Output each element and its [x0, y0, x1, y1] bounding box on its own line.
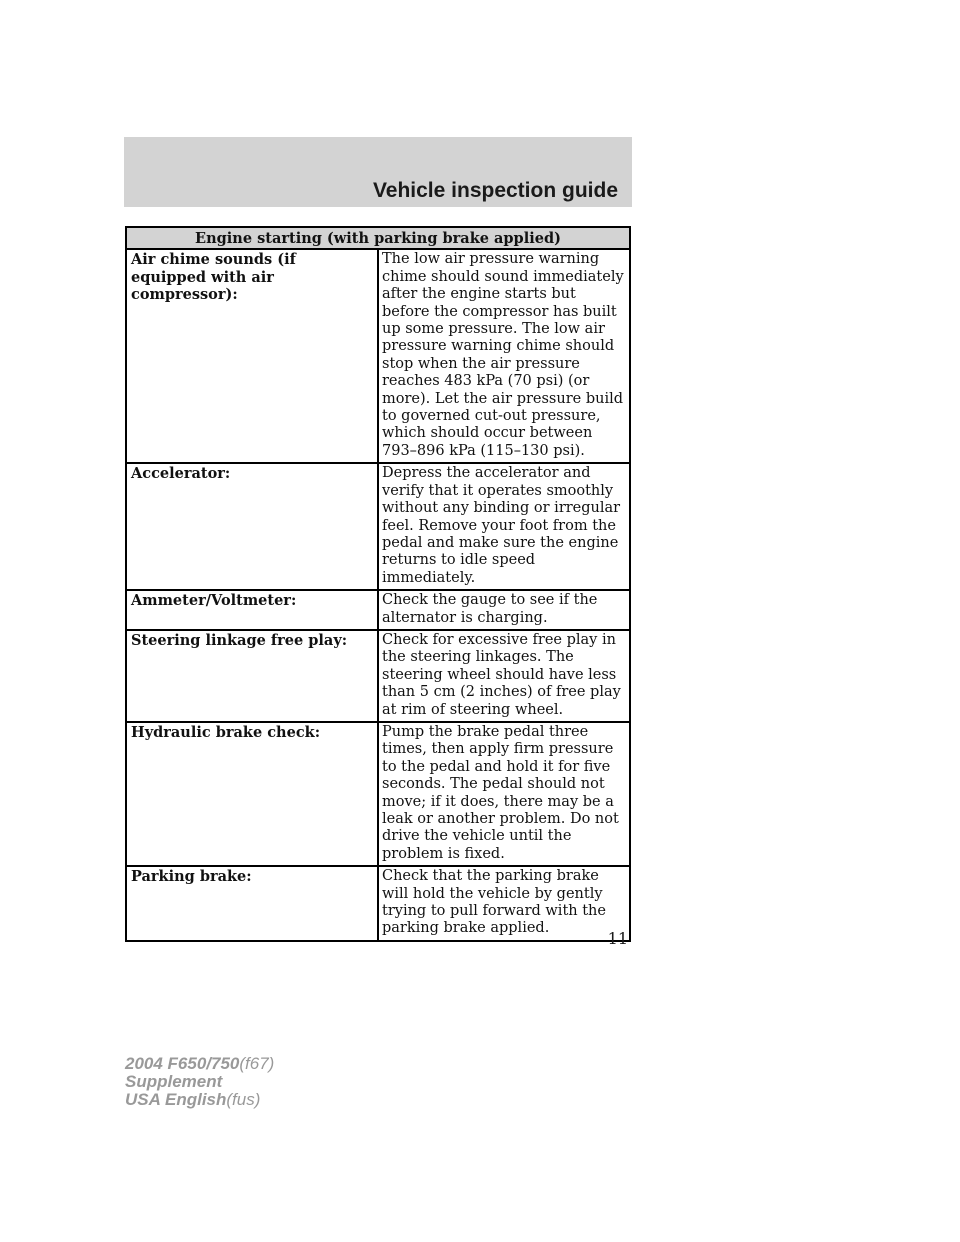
table-row [126, 249, 630, 463]
engine-starting-table [125, 226, 631, 942]
item-parking-brake: Parking brake: [126, 866, 378, 941]
item-description: Pump the brake pedal three times, then apply firm pressure to the pedal and hold it for five seconds. The pedal should not move; if it does, there may be a leak or another problem. Do not drive the vehicle until the problem is fixed. [378, 722, 630, 866]
table-row [126, 866, 630, 941]
item-description: Depress the accelerator and verify that it operates smoothly without any binding or irregular feel. Remove your foot from the pedal and make sure the engine returns to idle speed immediately. [378, 463, 630, 590]
footer-language-code: (fus) [226, 1090, 261, 1109]
item-description: Check the gauge to see if the alternator is charging. [378, 590, 630, 630]
footer-model: 2004 F650/750 [125, 1054, 240, 1073]
table-header-row [126, 227, 630, 249]
item-description: Check that the parking brake will hold the vehicle by gently trying to pull forward with the parking brake applied. [378, 866, 630, 941]
item-accelerator: Accelerator: [126, 463, 378, 590]
footer-language: USA English [125, 1090, 227, 1109]
footer-line-model [125, 1055, 274, 1073]
item-air-chime: Air chime sounds (if equipped with air compressor): [126, 249, 378, 463]
footer-supplement: Supplement [125, 1072, 223, 1091]
footer-line-language [125, 1091, 274, 1109]
table-title: Engine starting (with parking brake applied) [126, 227, 630, 249]
item-hydraulic-brake: Hydraulic brake check: [126, 722, 378, 866]
item-description: Check for excessive free play in the steering linkages. The steering wheel should have less than 5 cm (2 inches) of free play at rim of steering wheel. [378, 630, 630, 722]
document-footer [125, 1055, 274, 1109]
item-steering-linkage: Steering linkage free play: [126, 630, 378, 722]
table-row [126, 590, 630, 630]
footer-line-supplement [125, 1073, 274, 1091]
section-title: Vehicle inspection guide [372, 179, 618, 202]
page-number: 11 [607, 929, 628, 948]
footer-model-code: (f67) [239, 1054, 275, 1073]
table-row [126, 463, 630, 590]
table-row [126, 630, 630, 722]
item-description: The low air pressure warning chime should sound immediately after the engine starts but before the compressor has built up some pressure. The low air pressure warning chime should stop when the air pressure reaches 483 kPa (70 psi) (or more). Let the air pressure build to governed cut-out pressure, which should occur between 793–896 kPa (115–130 psi). [378, 249, 630, 463]
item-ammeter-voltmeter: Ammeter/Voltmeter: [126, 590, 378, 630]
section-header-band [124, 137, 632, 207]
table-row [126, 722, 630, 866]
